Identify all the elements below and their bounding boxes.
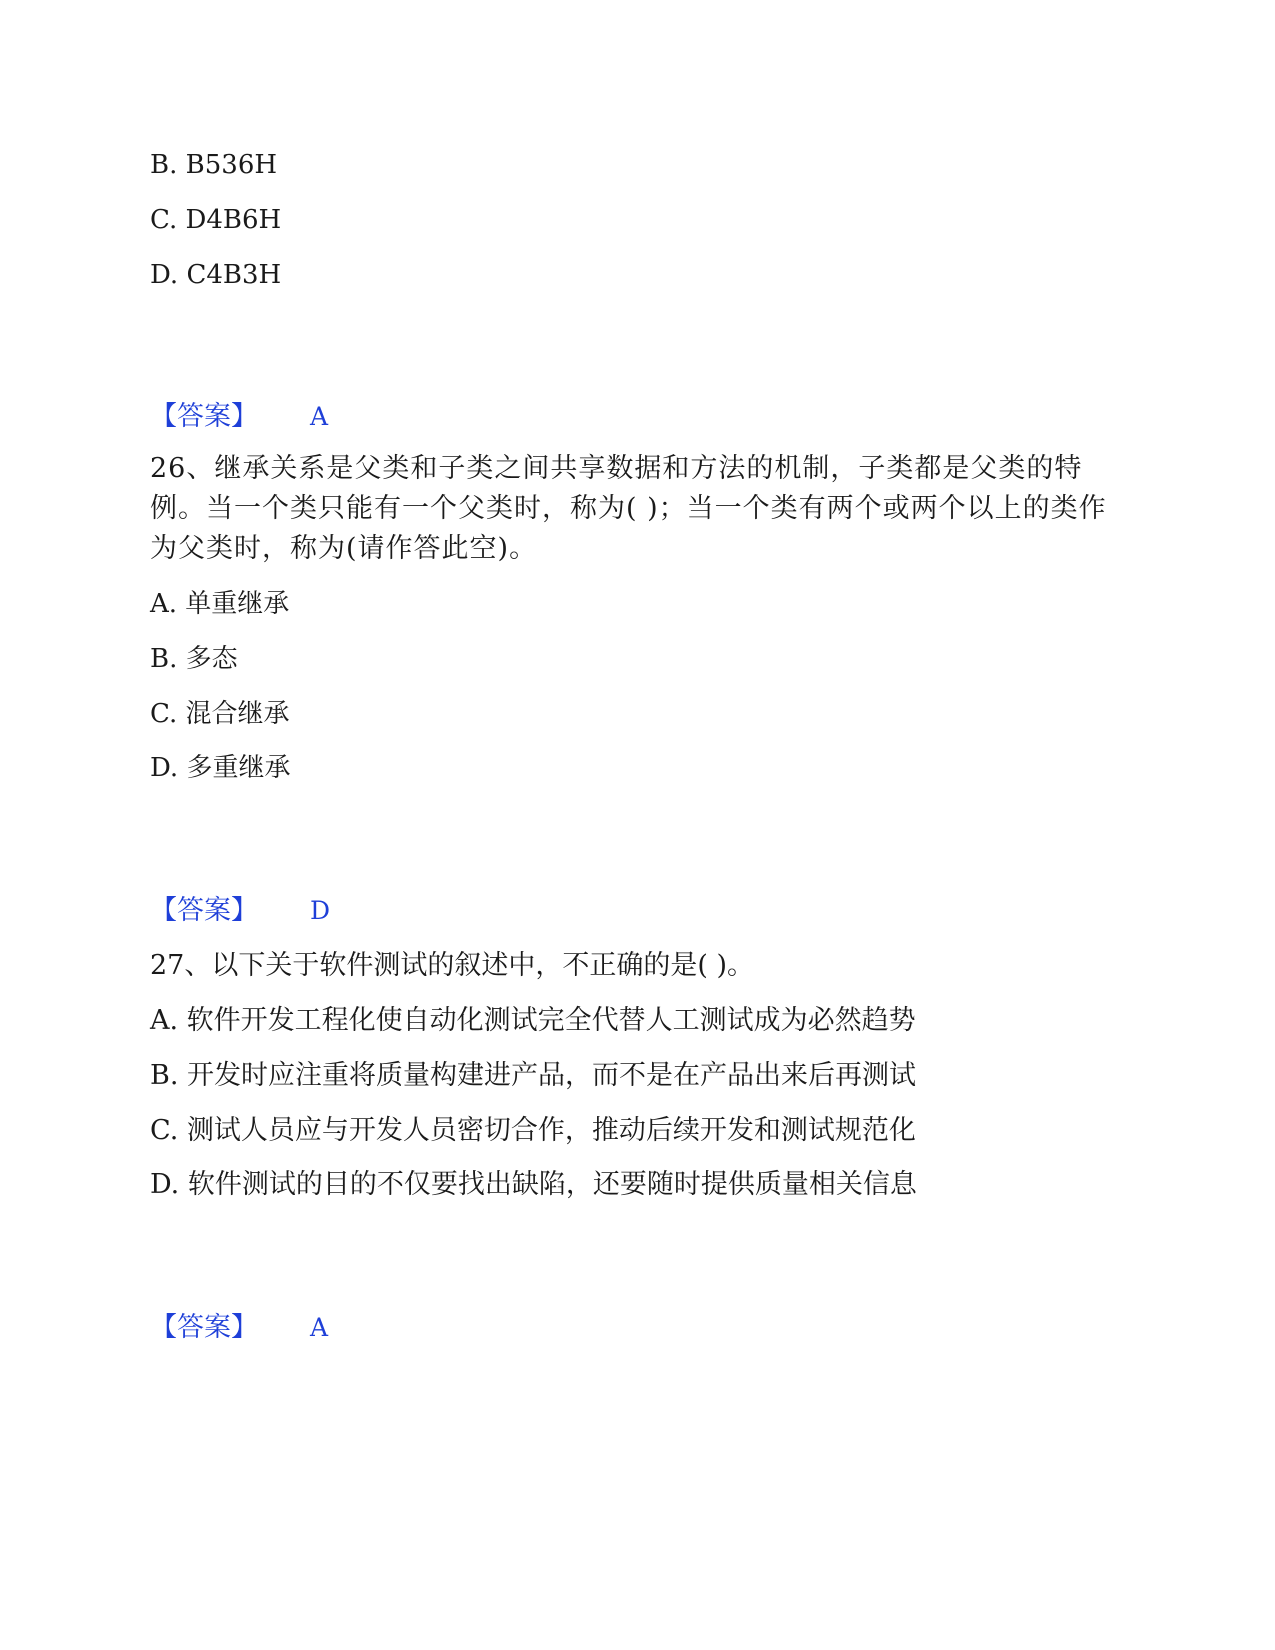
- q26-answer-label: 【答案】: [150, 895, 258, 926]
- q27-answer-label: 【答案】: [150, 1312, 258, 1343]
- q26-option-a: A. 单重继承: [150, 589, 290, 619]
- q26-option-c: C. 混合继承: [150, 699, 290, 729]
- q27-option-c: C. 测试人员应与开发人员密切合作，推动后续开发和测试规范化: [150, 1115, 916, 1146]
- q26-option-b: B. 多态: [150, 644, 238, 674]
- q25-answer-label: 【答案】: [150, 401, 258, 432]
- q25-option-d: D. C4B3H: [150, 260, 282, 290]
- q25-answer-value: A: [310, 402, 329, 431]
- q27-option-b: B. 开发时应注重将质量构建进产品，而不是在产品出来后再测试: [150, 1060, 917, 1091]
- q26-answer: [150, 896, 330, 926]
- q25-option-b: B. B536H: [150, 150, 278, 180]
- q25-option-c: C. D4B6H: [150, 205, 282, 235]
- q27-answer: [150, 1313, 328, 1343]
- q27-question-text: 27、以下关于软件测试的叙述中，不正确的是( )。: [150, 950, 755, 981]
- q26-option-d: D. 多重继承: [150, 753, 291, 783]
- q25-answer: [150, 402, 328, 432]
- q27-answer-value: A: [310, 1313, 329, 1342]
- q26-question-text: 26、继承关系是父类和子类之间共享数据和方法的机制，子类都是父类的特例。当一个类只能有一个父类时，称为( )；当一个类有两个或两个以上的类作为父类时，称为(请作答此空)。: [150, 453, 1107, 564]
- q27-option-a: A. 软件开发工程化使自动化测试完全代替人工测试成为必然趋势: [150, 1005, 916, 1036]
- q27-option-d: D. 软件测试的目的不仅要找出缺陷，还要随时提供质量相关信息: [150, 1169, 917, 1200]
- q26-answer-value: D: [310, 896, 331, 925]
